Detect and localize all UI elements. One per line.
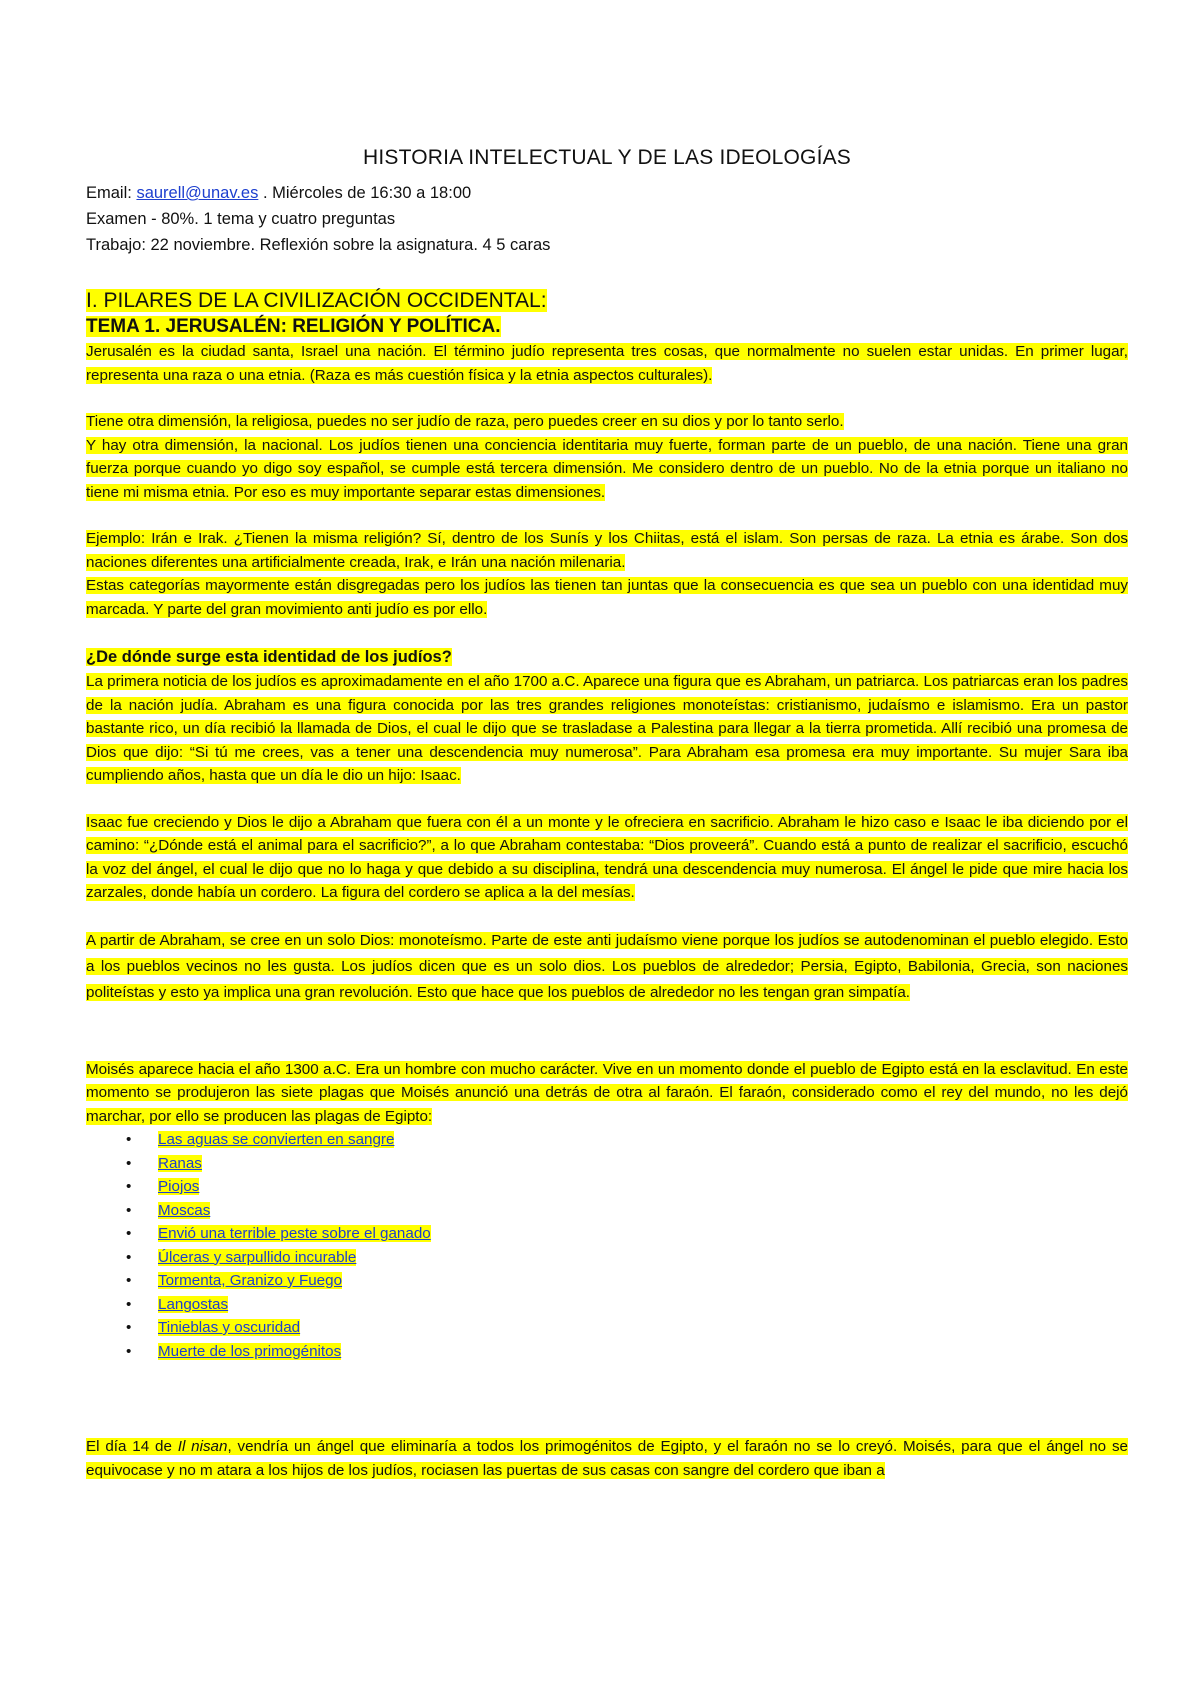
paragraph-2b: Y hay otra dimensión, la nacional. Los judíos tienen una conciencia identitaria muy fuerte, forman parte de un pueblo, de una nación. Tiene una gran fuerza porque cuando yo digo soy español, se cumple está tercera dimensión. Me considero dentro de un pueblo. No de la etnia porque un italiano no tiene mi misma etnia. Por eso es muy importante separar estas dimensiones. [86, 436, 1128, 501]
list-item [86, 1152, 1128, 1176]
plague-link[interactable]: Tormenta, Granizo y Fuego [158, 1272, 343, 1289]
plague-link[interactable]: Muerte de los primogénitos [158, 1342, 342, 1360]
bullet-icon: • [126, 1319, 132, 1336]
bullet-icon: • [126, 1178, 132, 1195]
plague-link[interactable]: Úlceras y sarpullido incurable [158, 1248, 357, 1266]
bullet-icon: • [126, 1342, 132, 1360]
email-label: Email: [86, 184, 132, 202]
topic-title: TEMA 1. JERUSALÉN: RELIGIÓN Y POLÍTICA. [86, 316, 501, 337]
document-body [86, 146, 1128, 1482]
list-item [86, 1316, 1128, 1340]
list-item [86, 1175, 1128, 1199]
paragraph-monotheism: A partir de Abraham, se cree en un solo Dios: monoteísmo. Parte de este anti judaísmo viene porque los judíos se autodenominan el pueblo elegido. Esto a los pueblos vecinos no les gusta. Los judíos dicen que es un solo dios. Los pueblos de alrededor; Persia, Egipto, Babilonia, Grecia, son naciones politeístas y esto ya implica una gran revolución. Esto que hace que los pueblos de alrededor no les tengan gran simpatía. [86, 931, 1128, 1001]
bullet-icon: • [126, 1131, 132, 1148]
paragraph-passover: El día 14 de Il nisan, vendría un ángel que eliminaría a todos los primogénitos de Egipto, y el faraón no se lo creyó. Moisés, para que el ángel no se equivocase y no m atara a los hijos de los judíos, rociasen las puertas de sus casas con sangre del cordero que iban a [86, 1438, 1128, 1479]
paragraph-3b: Estas categorías mayormente están disgregadas pero los judíos las tienen tan juntas que la consecuencia es que sea un pueblo con una identidad muy marcada. Y parte del gran movimiento anti judío es por ello. [86, 577, 1128, 618]
plague-link[interactable]: Moscas [158, 1201, 211, 1219]
schedule-text: . Miércoles de 16:30 a 18:00 [262, 184, 472, 202]
paragraph-abraham: La primera noticia de los judíos es aproximadamente en el año 1700 a.C. Aparece una figura que es Abraham, un patriarca. Los patriarcas eran los padres de la nación judía. Abraham es una figura conocida por las tres grandes religiones monoteístas: cristianismo, judaísmo e islamismo. Era un pastor bastante rico, un día recibió la llamada de Dios, el cual le dijo que se trasladase a Palestina para llegar a la tierra prometida. Allí recibió una promesa de Dios que dijo: “Si tú me crees, vas a tener una descendencia muy numerosa”. Para Abraham esa promesa era muy importante. Su mujer Sara iba cumpliendo años, hasta que un día le dio un hijo: Isaac. [86, 673, 1128, 784]
exam-info: Examen - 80%. 1 tema y cuatro preguntas [86, 210, 396, 228]
bullet-icon: • [126, 1248, 132, 1266]
bullet-icon: • [126, 1225, 132, 1242]
hebrew-month: Il nisan [177, 1438, 228, 1455]
bullet-icon: • [126, 1272, 132, 1289]
plague-link[interactable]: Langostas [158, 1295, 229, 1313]
list-item [86, 1222, 1128, 1246]
list-item [86, 1128, 1128, 1152]
work-info: Trabajo: 22 noviembre. Reflexión sobre la asignatura. 4 5 caras [86, 236, 551, 254]
document-title: HISTORIA INTELECTUAL Y DE LAS IDEOLOGÍAS [362, 146, 852, 169]
list-item [86, 1199, 1128, 1223]
paragraph-2a: Tiene otra dimensión, la religiosa, puedes no ser judío de raza, pero puedes creer en su dios y por lo tanto serlo. [86, 413, 844, 430]
paragraph-isaac: Isaac fue creciendo y Dios le dijo a Abraham que fuera con él a un monte y le ofreciera en sacrificio. Abraham le hizo caso e Isaac le iba diciendo por el camino: “¿Dónde está el animal para el sacrificio?”, a lo que Abraham contestaba: “Dios proveerá”. Cuando está a punto de realizar el sacrificio, escuchó la voz del ángel, el cual le dijo que no lo haga y que debido a su disciplina, tendrá una descendencia muy numerosa. El ángel le pide que mire hacia los zarzales, donde había un cordero. La figura del cordero se aplica a la del mesías. [86, 813, 1128, 901]
paragraph-moses: Moisés aparece hacia el año 1300 a.C. Era un hombre con mucho carácter. Vive en un momento donde el pueblo de Egipto está en la esclavitud. En este momento se produjeron las siete plagas que Moisés anunció una detrás de otra al faraón. El faraón, considerado como el rey del mundo, no les dejó marchar, por ello se producen las plagas de Egipto: [86, 1060, 1128, 1125]
plague-link[interactable]: Tinieblas y oscuridad [158, 1319, 301, 1336]
list-item [86, 1246, 1128, 1270]
plague-link[interactable]: Envió una terrible peste sobre el ganado [158, 1225, 431, 1242]
bullet-icon: • [126, 1154, 132, 1172]
plague-link[interactable]: Las aguas se convierten en sangre [158, 1131, 395, 1148]
plagues-list [86, 1128, 1128, 1363]
plague-link[interactable]: Ranas [158, 1154, 202, 1172]
plague-link[interactable]: Piojos [158, 1178, 200, 1195]
section-title: I. PILARES DE LA CIVILIZACIÓN OCCIDENTAL: [86, 289, 547, 312]
bullet-icon: • [126, 1295, 132, 1313]
list-item [86, 1269, 1128, 1293]
bullet-icon: • [126, 1201, 132, 1219]
subheading-identity: ¿De dónde surge esta identidad de los judíos? [86, 648, 452, 666]
list-item [86, 1340, 1128, 1364]
email-link[interactable]: saurell@unav.es [136, 184, 259, 202]
paragraph-3a: Ejemplo: Irán e Irak. ¿Tienen la misma religión? Sí, dentro de los Sunís y los Chiitas, está el islam. Son persas de raza. La etnia es árabe. Son dos naciones diferentes una artificialmente creada, Irak, e Irán una nación milenaria. [86, 530, 1128, 571]
contact-line [86, 180, 1128, 206]
paragraph-1: Jerusalén es la ciudad santa, Israel una nación. El término judío representa tres cosas, que normalmente no suelen estar unidas. En primer lugar, representa una raza o una etnia. (Raza es más cuestión física y la etnia aspectos culturales). [86, 343, 1128, 384]
list-item [86, 1293, 1128, 1317]
